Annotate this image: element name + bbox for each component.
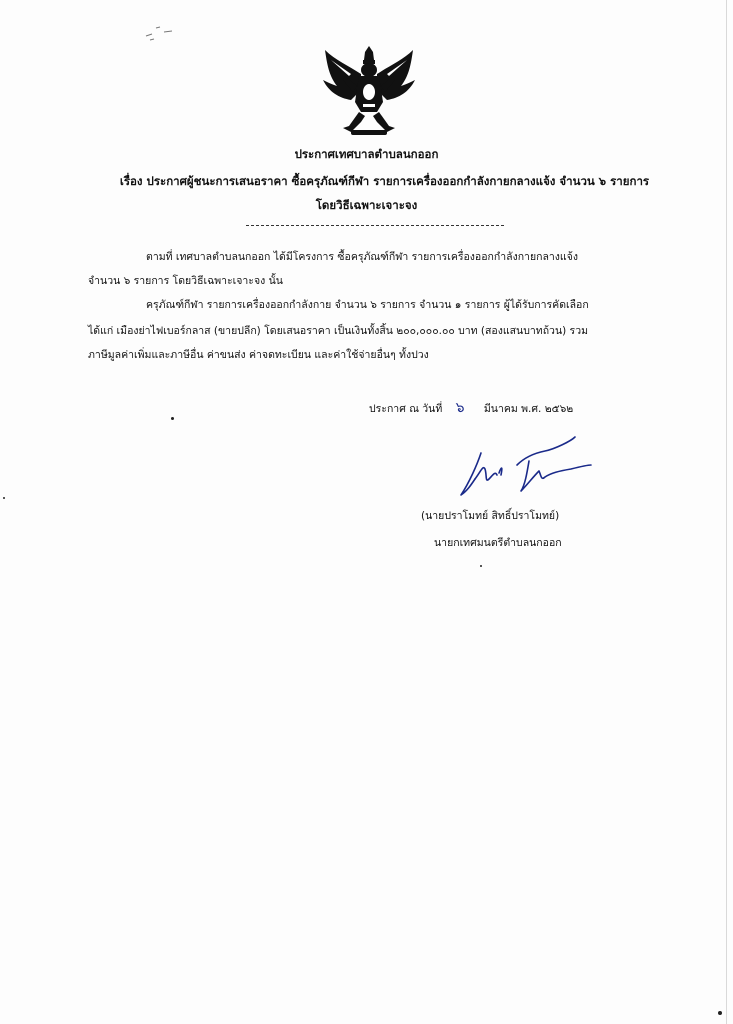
paragraph-2-line-2: ได้แก่ เมืองย่าไฟเบอร์กลาส (ขายปลีก) โดยเสนอราคา เป็นเงินทั้งสิ้น ๒๐๐,๐๐๐.๐๐ บาท (สองแสนบาทถ้วน) รวม (88, 325, 589, 337)
paragraph-1-line-1: ตามที่ เทศบาลตำบลนกออก ได้มีโครงการ ซื้อครุภัณฑ์กีฬา รายการเครื่องออกกำลังกายกลางแจ้ง (146, 251, 578, 263)
paragraph-2-line-3: ภาษีมูลค่าเพิ่มและภาษีอื่น ค่าขนส่ง ค่าจดทะเบียน และค่าใช้จ่ายอื่นๆ ทั้งปวง (88, 349, 429, 361)
announcement-subject: เรื่อง ประกาศผู้ชนะการเสนอราคา ซื้อครุภัณฑ์กีฬา รายการเครื่องออกกำลังกายกลางแจ้ง จำนวน ๖ รายการ (119, 174, 650, 188)
scan-speck (480, 565, 482, 567)
paragraph-1-line-2: จำนวน ๖ รายการ โดยวิธีเฉพาะเจาะจง นั้น (88, 275, 283, 287)
paragraph-2-line-1: ครุภัณฑ์กีฬา รายการเครื่องออกกำลังกาย จำนวน ๖ รายการ จำนวน ๑ รายการ ผู้ได้รับการคัดเลือก (146, 299, 589, 311)
scan-speck (3, 497, 5, 499)
date-day: ๖ (455, 400, 465, 416)
signature-mark (455, 435, 595, 505)
garuda-emblem-icon (321, 46, 417, 138)
separator-line (246, 225, 504, 226)
announcement-date (369, 397, 573, 419)
scan-speck (718, 1011, 722, 1015)
date-prefix: ประกาศ ณ วันที่ (369, 403, 443, 415)
announcement-method: โดยวิธีเฉพาะเจาะจง (315, 198, 418, 212)
scan-smudge (142, 22, 182, 44)
scan-speck (171, 417, 174, 420)
announcement-issuer: ประกาศเทศบาลตำบลนกออก (294, 147, 439, 161)
signatory-position: นายกเทศมนตรีตำบลนกออก (434, 537, 562, 549)
signatory-name: (นายปราโมทย์ สิทธิ์ปราโมทย์) (421, 510, 560, 522)
date-month-year: มีนาคม พ.ศ. ๒๕๖๒ (483, 403, 574, 415)
